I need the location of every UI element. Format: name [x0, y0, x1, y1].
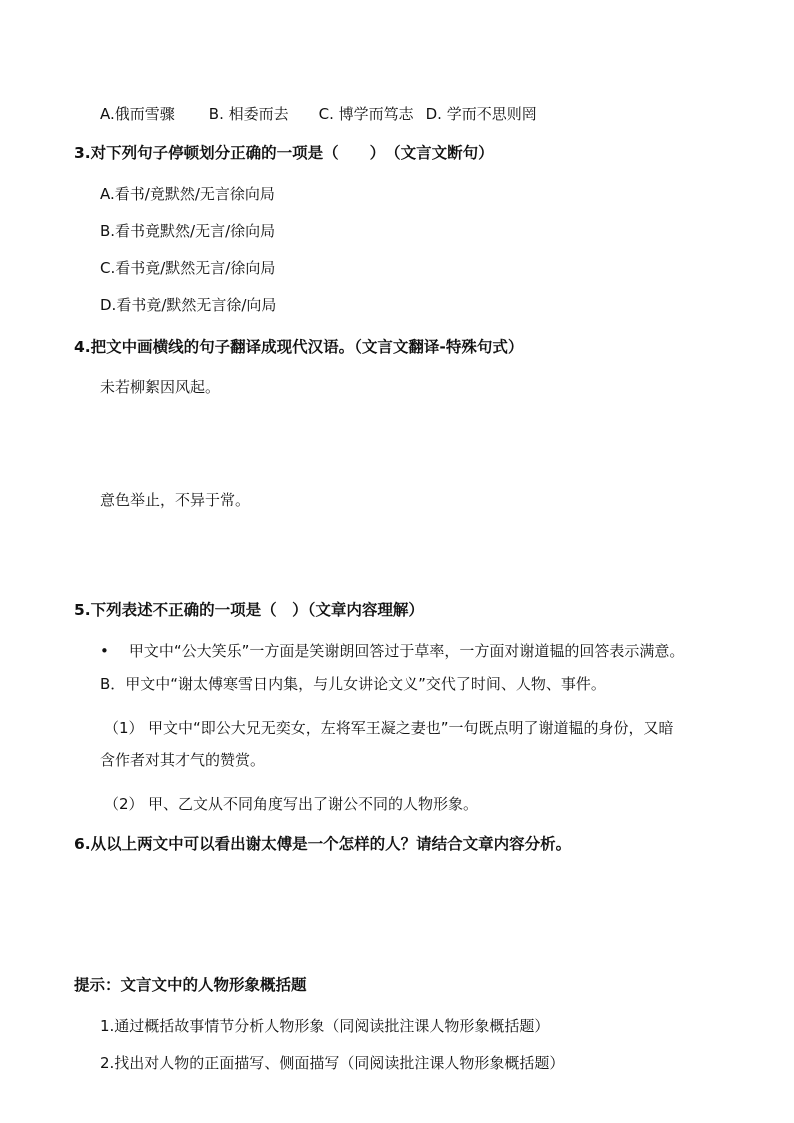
q5-item-1-num: （1）	[104, 719, 144, 737]
q3-option-a: A.看书/竟默然/无言徐向局	[100, 185, 275, 203]
q3-option-b: B.看书竟默然/无言/徐向局	[100, 222, 276, 240]
q5-item-2-text: 甲、乙文从不同角度写出了谢公不同的人物形象。	[148, 795, 479, 813]
q4-sentence-1: 未若柳絮因风起。	[100, 378, 221, 396]
q3-option-d: D.看书竟/默然无言徐/向局	[100, 296, 277, 314]
q2-option-d: D. 学而不思则罔	[425, 105, 537, 123]
q5-option-a: 甲文中“公大笑乐”一方面是笑谢朗回答过于草率，一方面对谢道韫的回答表示满意。	[128, 642, 685, 660]
q2-option-b: B. 相委而去	[208, 105, 289, 123]
tip-item-1: 1.通过概括故事情节分析人物形象（同阅读批注课人物形象概括题）	[100, 1017, 550, 1035]
q4-sentence-2: 意色举止，不异于常。	[100, 491, 251, 509]
q3-heading: 3.对下列句子停顿划分正确的一项是（ ） （文言文断句）	[74, 144, 494, 162]
q3-option-c: C.看书竟/默然无言/徐向局	[100, 259, 276, 277]
q5-item-2-num: （2）	[104, 795, 144, 813]
q5-option-a-row	[100, 641, 684, 661]
q5-bullet: •	[100, 642, 109, 660]
q4-heading: 4.把文中画横线的句子翻译成现代汉语。（文言文翻译-特殊句式）	[74, 338, 524, 356]
q2-options-row	[100, 104, 537, 124]
q5-item-1-line-2: 含作者对其才气的赞赏。	[100, 751, 266, 769]
q5-item-1-line-1: 甲文中“即公大兄无奕女，左将军王凝之妻也”一句既点明了谢道韫的身份，又暗	[148, 719, 674, 737]
q5-heading: 5.下列表述不正确的一项是（ ）（文章内容理解）	[74, 601, 424, 619]
q2-option-a: A.俄而雪骤	[100, 105, 175, 123]
tip-item-2: 2.找出对人物的正面描写、侧面描写（同阅读批注课人物形象概括题）	[100, 1054, 565, 1072]
q6-heading: 6.从以上两文中可以看出谢太傅是一个怎样的人？请结合文章内容分析。	[74, 835, 572, 853]
q5-option-b: B．甲文中“谢太傅寒雪日内集，与儿女讲论文义”交代了时间、人物、事件。	[100, 675, 606, 693]
q2-option-c: C. 博学而笃志	[318, 105, 414, 123]
tip-heading: 提示：文言文中的人物形象概括题	[74, 976, 307, 994]
